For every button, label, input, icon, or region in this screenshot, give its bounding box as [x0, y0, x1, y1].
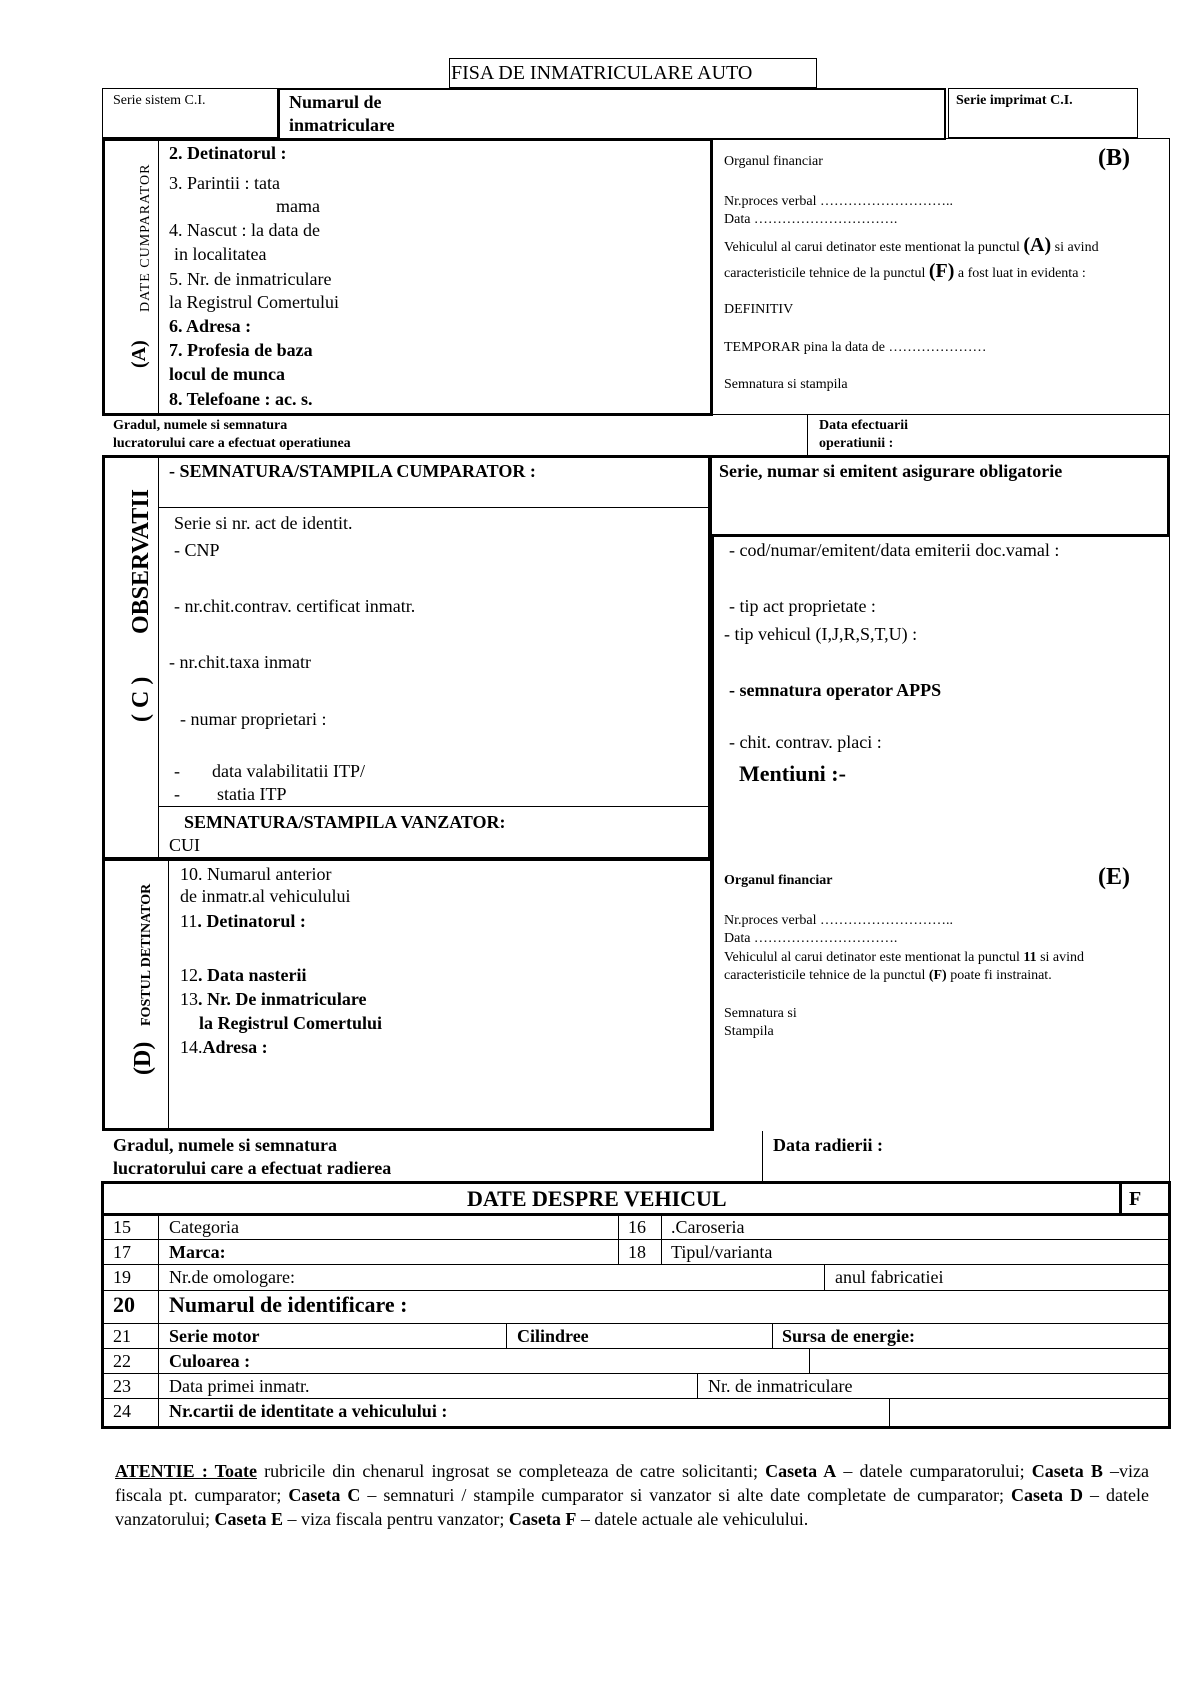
b-line1-ref: (A) [1023, 234, 1052, 256]
v-anul: anul fabricatiei [835, 1267, 944, 1287]
d-adresa-label: Adresa : [202, 1037, 268, 1057]
c-semn-apps: - semnatura operator APPS [729, 680, 942, 700]
c-numar-proprietari: - numar proprietari : [180, 709, 327, 729]
c-serie-asigurare: Serie, numar si emitent asigurare obligatorie [719, 461, 1063, 481]
note-caseta-f: Caseta F [508, 1508, 577, 1529]
box-a-letter: (A) [128, 340, 150, 368]
note-p1: rubricile din chenarul ingrosat se completeaza de catre solicitanti; [256, 1461, 766, 1481]
b-semnatura: Semnatura si stampila [724, 377, 848, 392]
v-categoria: Categoria [169, 1217, 239, 1237]
d-registrul: la Registrul Comertului [199, 1013, 382, 1033]
numarul-label-1: Numarul de [289, 92, 382, 112]
v-n21: 21 [113, 1326, 131, 1346]
e-letter: (E) [1098, 864, 1130, 890]
a-profesia: 7. Profesia de baza [169, 340, 313, 360]
a-locul: locul de munca [169, 364, 286, 384]
d-nr-inm-num: 13 [180, 989, 198, 1009]
note-caseta-a: Caseta A [765, 1461, 837, 1481]
b-line2-a: caracteristicile tehnice de la punctul [724, 266, 926, 281]
c-itp-dash-1: - [174, 761, 180, 781]
a-detinatorul: 2. Detinatorul : [169, 143, 287, 163]
attention-note [115, 1460, 1149, 1532]
a-nascut: 4. Nascut : la data de [169, 220, 320, 240]
e-line2 [724, 968, 1052, 985]
v-n17: 17 [113, 1242, 131, 1262]
a-nr-inmatriculare: 5. Nr. de inmatriculare [169, 269, 332, 289]
b-temporar: TEMPORAR pina la data de ………………… [724, 340, 987, 355]
grad2-label-1: Gradul, numele si semnatura [113, 1135, 338, 1155]
e-semnatura-2: Stampila [724, 1024, 774, 1039]
b-organul: Organul financiar [724, 154, 823, 169]
data-efectuarii-2: operatiunii : [819, 436, 894, 451]
d-detinatorul-num: 11 [180, 911, 198, 931]
vehicle-title: DATE DESPRE VEHICUL [467, 1186, 727, 1211]
data-efectuarii-1: Data efectuarii [819, 418, 909, 433]
d-detinatorul-label: . Detinatorul : [197, 911, 306, 931]
box-d-side-label: FOSTUL DETINATOR [139, 883, 154, 1026]
b-line1 [724, 233, 1099, 257]
b-line2-b: a fost luat in evidenta : [957, 266, 1086, 281]
d-data-nasterii [180, 965, 306, 987]
c-itp-dash-2: - [174, 784, 180, 804]
v-n20: 20 [113, 1292, 135, 1317]
numarul-label-2: inmatriculare [289, 115, 395, 135]
v-n18: 18 [628, 1242, 646, 1262]
grad1-label-2: lucratorului care a efectuat operatiunea [113, 436, 351, 451]
a-registrul: la Registrul Comertului [169, 292, 339, 312]
e-proces-verbal: Nr.proces verbal ……………………….. [724, 913, 954, 928]
note-caseta-b: Caseta B [1031, 1461, 1103, 1481]
d-nr-inm-label: . Nr. De inmatriculare [198, 989, 367, 1009]
data-radierii: Data radierii : [773, 1135, 883, 1155]
b-proces-verbal: Nr.proces verbal ……………………….. [724, 194, 954, 209]
c-cui: CUI [169, 835, 200, 855]
c-semn-vanzator: SEMNATURA/STAMPILA VANZATOR: [184, 812, 506, 832]
grad1-label-1: Gradul, numele si semnatura [113, 418, 288, 433]
e-organul: Organul financiar [724, 873, 833, 888]
note-caseta-d: Caseta D [1011, 1484, 1084, 1505]
note-atentie: ATENTIE : Toate [115, 1461, 257, 1481]
box-d-letter: (D) [130, 1041, 156, 1075]
v-n24: 24 [113, 1401, 131, 1421]
note-p2: – datele cumparatorului; [836, 1461, 1032, 1481]
c-mentiuni: Mentiuni :- [739, 761, 846, 786]
d-detinatorul [180, 911, 306, 933]
v-tipul: Tipul/varianta [671, 1242, 773, 1262]
v-omologare: Nr.de omologare: [169, 1267, 295, 1287]
a-parintii: 3. Parintii : tata [169, 173, 280, 193]
e-line1 [724, 950, 1084, 967]
note-p3: –viza fiscala pt. cumparator; [115, 1461, 1150, 1505]
e-line1-b: si avind [1040, 950, 1085, 965]
vehicle-letter-f: F [1129, 1188, 1142, 1210]
v-n22: 22 [113, 1351, 131, 1371]
serie-imprimat-label: Serie imprimat C.I. [956, 93, 1073, 108]
note-caseta-e: Caseta E [214, 1508, 283, 1529]
c-chit-certificat: - nr.chit.contrav. certificat inmatr. [174, 596, 416, 616]
v-nr-inmatriculare: Nr. de inmatriculare [708, 1376, 853, 1396]
v-caroseria: .Caroseria [671, 1217, 745, 1237]
v-serie-motor: Serie motor [169, 1326, 260, 1346]
v-n16: 16 [628, 1217, 646, 1237]
box-a-side-label: DATE CUMPARATOR [138, 163, 153, 312]
d-data-nasterii-label: . Data nasterii [198, 965, 307, 985]
v-n23: 23 [113, 1376, 131, 1396]
grad2-label-2: lucratorului care a efectuat radierea [113, 1158, 392, 1178]
d-adresa [180, 1037, 268, 1059]
note-p7: – datele actuale ale vehiculului. [576, 1508, 809, 1529]
e-line1-a: Vehiculul al carui detinator este mentionat la punctul [724, 950, 1020, 965]
c-tip-vehicul: - tip vehicul (I,J,R,S,T,U) : [724, 624, 918, 644]
b-definitiv: DEFINITIV [724, 302, 794, 317]
b-line1-b: si avind [1054, 240, 1099, 255]
c-semn-cumparator: - SEMNATURA/STAMPILA CUMPARATOR : [169, 461, 536, 481]
e-semnatura-1: Semnatura si [724, 1006, 797, 1021]
note-caseta-c: Caseta C [288, 1484, 361, 1505]
b-line2 [724, 259, 1086, 283]
b-line1-a: Vehiculul al carui detinator este mentionat la punctul [724, 240, 1020, 255]
d-adresa-num: 14. [180, 1037, 203, 1057]
box-c-side-label: OBSERVATII [128, 489, 154, 634]
c-cnp: - CNP [174, 540, 220, 560]
v-sursa-energie: Sursa de energie: [782, 1326, 915, 1346]
d-data-nasterii-num: 12 [180, 965, 198, 985]
b-line2-ref: (F) [928, 260, 955, 282]
c-act-identitate: Serie si nr. act de identit. [174, 513, 353, 533]
v-n15: 15 [113, 1217, 131, 1237]
box-c-letter: ( C ) [128, 676, 154, 722]
v-data-primei: Data primei inmatr. [169, 1376, 310, 1396]
c-itp-valabilitate: data valabilitatii ITP/ [212, 761, 365, 781]
b-letter: (B) [1098, 145, 1130, 171]
d-nr-inmatriculare [180, 989, 366, 1011]
e-data: Data …………………………. [724, 931, 898, 946]
c-tip-act: - tip act proprietate : [729, 596, 876, 616]
a-telefoane: 8. Telefoane : ac. s. [169, 389, 313, 409]
note-p5: – datele vanzatorului; [115, 1484, 1149, 1529]
b-data: Data …………………………. [724, 212, 898, 227]
e-line1-ref: 11 [1023, 950, 1037, 965]
page-title: FISA DE INMATRICULARE AUTO [451, 62, 753, 84]
d-nr-anterior-2: de inmatr.al vehiculului [180, 886, 351, 906]
c-chit-taxa: - nr.chit.taxa inmatr [169, 652, 311, 672]
d-nr-anterior-1: 10. Numarul anterior [180, 864, 332, 884]
c-itp-statia: statia ITP [217, 784, 287, 804]
v-culoarea: Culoarea : [169, 1351, 251, 1371]
e-line2-b: poate fi instrainat. [950, 968, 1052, 983]
c-chit-placi: - chit. contrav. placi : [729, 732, 882, 752]
e-line2-a: caracteristicile tehnice de la punctul [724, 968, 926, 983]
note-p6: – viza fiscala pentru vanzator; [282, 1508, 509, 1529]
v-n19: 19 [113, 1267, 131, 1287]
a-localitatea: in localitatea [174, 244, 267, 264]
serie-sistem-label: Serie sistem C.I. [113, 93, 206, 108]
v-marca: Marca: [169, 1242, 226, 1262]
v-cilindree: Cilindree [517, 1326, 589, 1346]
v-nr-cartii: Nr.cartii de identitate a vehiculului : [169, 1401, 448, 1421]
a-mama: mama [276, 196, 320, 216]
v-identificare: Numarul de identificare : [169, 1292, 408, 1317]
e-line2-ref: (F) [928, 968, 947, 983]
note-p4: – semnaturi / stampile cumparator si vanzator si alte date completate de cumparator; [360, 1484, 1012, 1505]
c-cod-vamal: - cod/numar/emitent/data emiterii doc.vamal : [729, 540, 1060, 560]
a-adresa: 6. Adresa : [169, 316, 252, 336]
